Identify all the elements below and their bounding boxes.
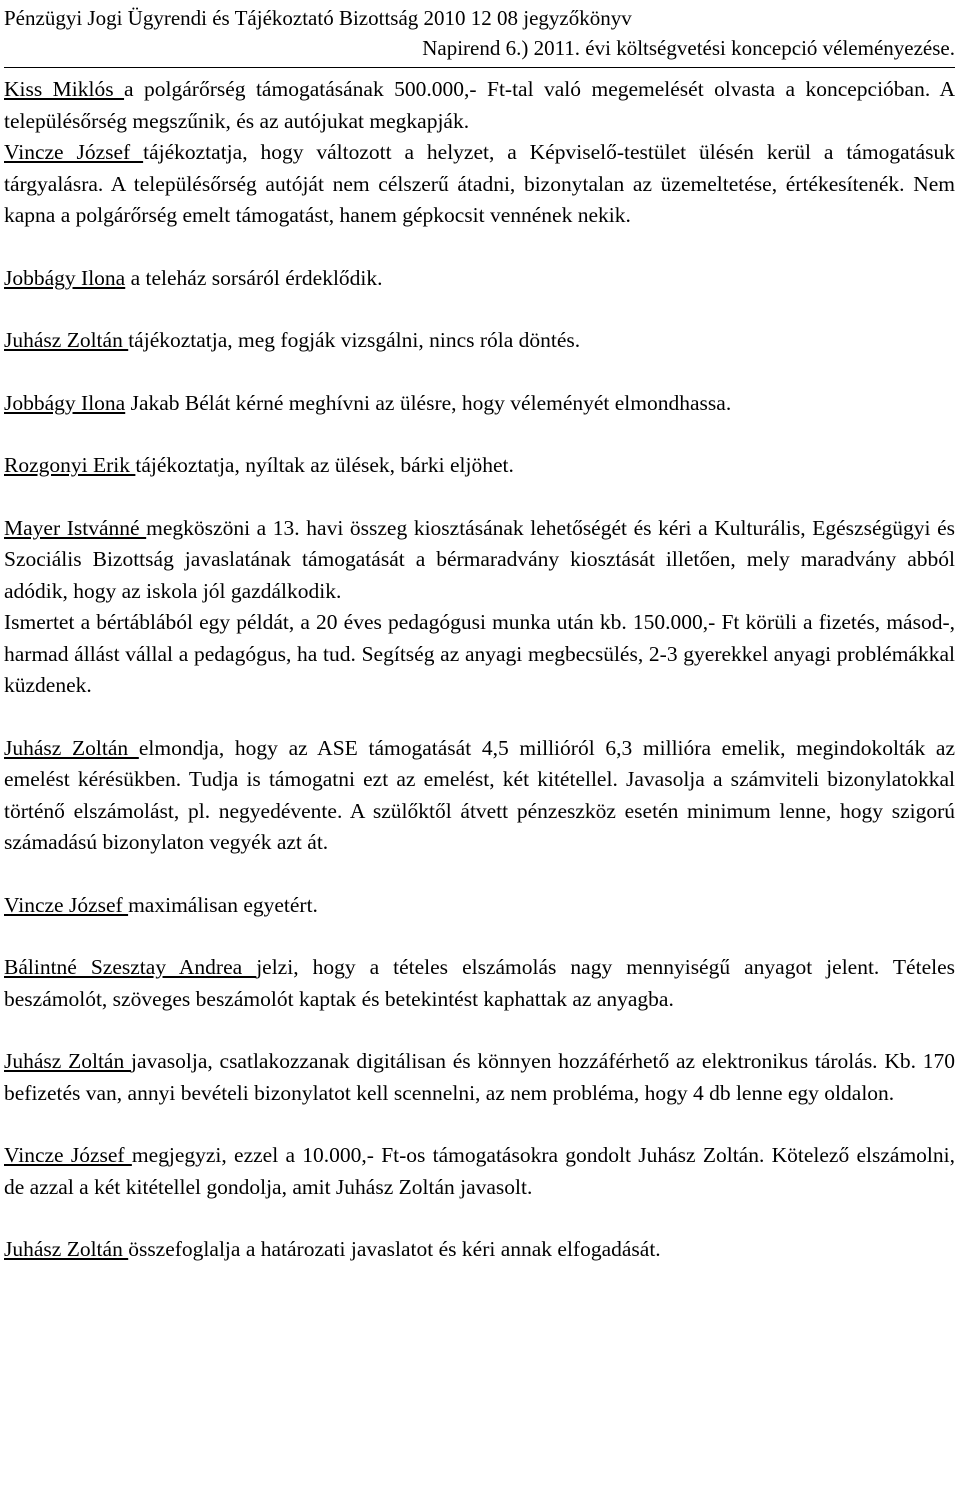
speaker-name: Bálintné Szesztay Andrea — [4, 955, 257, 979]
speaker-name: Jobbágy Ilona — [4, 265, 126, 290]
speaker-name: Vincze József — [4, 140, 144, 164]
speaker-name: Juhász Zoltán — [4, 735, 139, 760]
speaker-name: Juhász Zoltán — [4, 1049, 131, 1073]
speaker-name: Mayer Istvánné — [4, 515, 147, 540]
paragraph-text: tájékoztatja, hogy változott a helyzet, a Képviselő-testület ülésén kerül a támogatásuk tárgyalásra. A településőrség autóját nem célszerű átadni, bizonytalan az üzemeltetése, értékesítenék. Nem kapna a polgárőrség emelt támogatást, hanem gépkocsit vennének nekik. — [4, 140, 955, 227]
header-title: Pénzügyi Jogi Ügyrendi és Tájékoztató Bizottság 2010 12 08 jegyzőkönyv — [4, 6, 632, 30]
paragraph-juhasz-zoltan-4 — [4, 1234, 955, 1266]
paragraph-vincze-jozsef-1 — [4, 137, 955, 232]
paragraph-text: Jakab Bélát kérné meghívni az ülésre, hogy véleményét elmondhassa. — [125, 390, 732, 415]
paragraph-juhasz-zoltan-1 — [4, 325, 955, 357]
speaker-name: Juhász Zoltán — [4, 1237, 129, 1261]
paragraph-text: tájékoztatja, meg fogják vizsgálni, nincs róla döntés. — [128, 328, 581, 352]
paragraph-jobbagy-ilona-2 — [4, 388, 955, 420]
speaker-name: Vincze József — [4, 892, 129, 917]
paragraph-text: Ismertet a bértáblából egy példát, a 20 éves pedagógusi munka után kb. 150.000,- Ft körüli a fizetés, másod-, harmad állást vállal a pedagógus, ha tud. Segítség az anyagi megbecsülés, 2-3 gyerekkel anyagi problémákkal küzdenek. — [4, 610, 955, 697]
paragraph-mayer-istvanne — [4, 513, 955, 608]
header-agenda: Napirend 6.) 2011. évi költségvetési koncepció véleményezése. — [422, 36, 955, 60]
paragraph-kiss-miklos — [4, 74, 955, 137]
paragraph-text: tájékoztatja, nyíltak az ülések, bárki eljöhet. — [135, 453, 514, 477]
paragraph-jobbagy-ilona-1 — [4, 263, 955, 295]
page-header — [4, 0, 955, 68]
paragraph-juhasz-zoltan-3 — [4, 1046, 955, 1109]
paragraph-juhasz-zoltan-2 — [4, 733, 955, 859]
paragraph-text: megköszöni a 13. havi összeg kiosztásának lehetőségét és kéri a Kulturális, Egészségügyi és Szociális Bizottság javaslatának támogatását a bérmaradvány kiosztását illetően, mely maradvány abból adódik, hogy az iskola jól gazdálkodik. — [4, 515, 955, 603]
paragraph-vincze-jozsef-2 — [4, 890, 955, 922]
paragraph-text: megjegyzi, ezzel a 10.000,- Ft-os támogatásokra gondolt Juhász Zoltán. Kötelező elszámolni, de azzal a két kitétellel gondolja, amit Juhász Zoltán javasolt. — [4, 1143, 955, 1199]
paragraph-text: a teleház sorsáról érdeklődik. — [125, 265, 383, 290]
paragraph-mayer-istvanne-cont — [4, 607, 955, 702]
paragraph-text: jelzi, hogy a tételes elszámolás nagy mennyiségű anyagot jelent. Tételes beszámolót, szöveges beszámolót kaptak és betekintést kaphattak az anyagba. — [4, 955, 956, 1011]
paragraph-text: a polgárőrség támogatásának 500.000,- Ft-tal való megemelését olvasta a koncepcióban. A településőrség megszűnik, és az autójukat megkapják. — [4, 77, 955, 133]
speaker-name: Rozgonyi Erik — [4, 453, 136, 477]
paragraph-balintne-szesztay-andrea — [4, 952, 955, 1015]
paragraph-vincze-jozsef-3 — [4, 1140, 955, 1203]
paragraph-text: javasolja, csatlakozzanak digitálisan és könnyen hozzáférhető az elektronikus tárolás. Kb. 170 befizetés van, annyi bevételi bizonylatot kell scennelni, az nem probléma, hogy 4 db lenne egy oldalon. — [4, 1049, 955, 1105]
paragraph-text: összefoglalja a határozati javaslatot és kéri annak elfogadását. — [128, 1237, 661, 1261]
paragraph-text: elmondja, hogy az ASE támogatását 4,5 millióról 6,3 millióra emelik, megindokolták az emelést kérésükben. Tudja is támogatni ezt az emelést, két kitétellel. Javasolja a számviteli bizonylatokkal történő elszámolást, pl. negyedévente. A szülőktől átvett pénzeszköz esetén minimum lenne, hogy szigorú számadású bizonylaton vegyék azt át. — [4, 735, 955, 854]
document-body — [4, 74, 955, 1266]
speaker-name: Juhász Zoltán — [4, 328, 129, 352]
speaker-name: Kiss Miklós — [4, 77, 125, 101]
document-page — [4, 0, 955, 1297]
speaker-name: Vincze József — [4, 1143, 132, 1167]
paragraph-rozgonyi-erik — [4, 450, 955, 482]
paragraph-text: maximálisan egyetért. — [128, 892, 318, 917]
speaker-name: Jobbágy Ilona — [4, 390, 126, 415]
